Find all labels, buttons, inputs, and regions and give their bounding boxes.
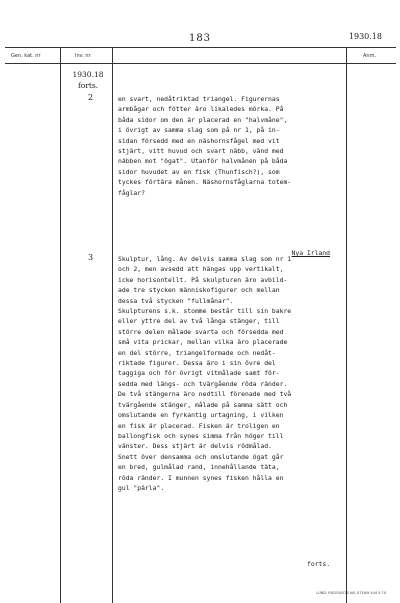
entry-description: en svart, nedåtriktad triangel. Figurernas armbågar och fötter äro likaledes mörka. På båda sidor om den är placerad en "halvmåne", i övrigt av samma slag som på nr 1, på in- sidan försedd med en näshornsfågel med vit stjärt, vitt huvud och svart näbb, vänd med näbben mot "ögat". Utanför halvmånen på båda sidor huvudet av en fisk (Thunfisch?), som tyckes förtära månen. Näshornsfåglarna totem- fåglar? — [118, 95, 292, 197]
entry-reference: 1930.18 forts. — [72, 70, 104, 90]
entry-description: Skulptur, lång. Av delvis samma slag som nr 1 och 2, men avsedd att hängas upp vertikalt, icke horisontellt. På skulpturen äro avbild- ade tre stycken människofigurer och mellan dessa två stycken "fullmånar". Skulpturens s.k. stomme består till sin bakre eller yttre del av två långa stänger, till större delen målade svarta och försedda med små vita prickar, mellan vilka äro placerade en del större, triangelformade och nedåt- riktade figurer. Dessa äro i sin övre del taggiga och för övrigt vitmålade samt för- sedda med längs- och tvärgående röda ränder. De två stängerna äro nedtill förenade med två tvärgående stänger, målade på samma sätt och omslutande en fyrkantig urtagning, i vilken en fisk är placerad. Fisken är troligen en ballongfisk och synes simma från höger till vänster. Dess stjärt är delvis rödmålad. Snett över densamma och omslutande ögat går en bred, gulmålad rand, innehållande täta, röda ränder. I munnen synes fisken hålla en gul "pärla". — [118, 255, 292, 492]
column-heading-inv-nr: Inv. nr — [75, 53, 91, 59]
column-divider-1 — [60, 47, 61, 603]
catalogue-year: 1930.18 — [348, 32, 382, 41]
column-divider-2 — [112, 47, 113, 603]
entry-number: 3 — [88, 253, 94, 262]
continued-note: forts. — [307, 560, 331, 568]
printer-imprint: LUND. RUDGUISTS AB. 0716/9 444 9 70 — [316, 591, 386, 595]
entry-place: Nya Irland — [291, 249, 330, 257]
column-divider-3 — [346, 47, 347, 603]
page-number: 183 — [188, 33, 212, 44]
column-heading-gen-kat-nr: Gen. kat. nr — [11, 53, 41, 59]
header-rule-top — [5, 47, 396, 48]
header-rule-bottom — [5, 63, 396, 64]
entry-number: 2 — [88, 93, 94, 102]
column-heading-anm: Anm. — [363, 53, 377, 59]
